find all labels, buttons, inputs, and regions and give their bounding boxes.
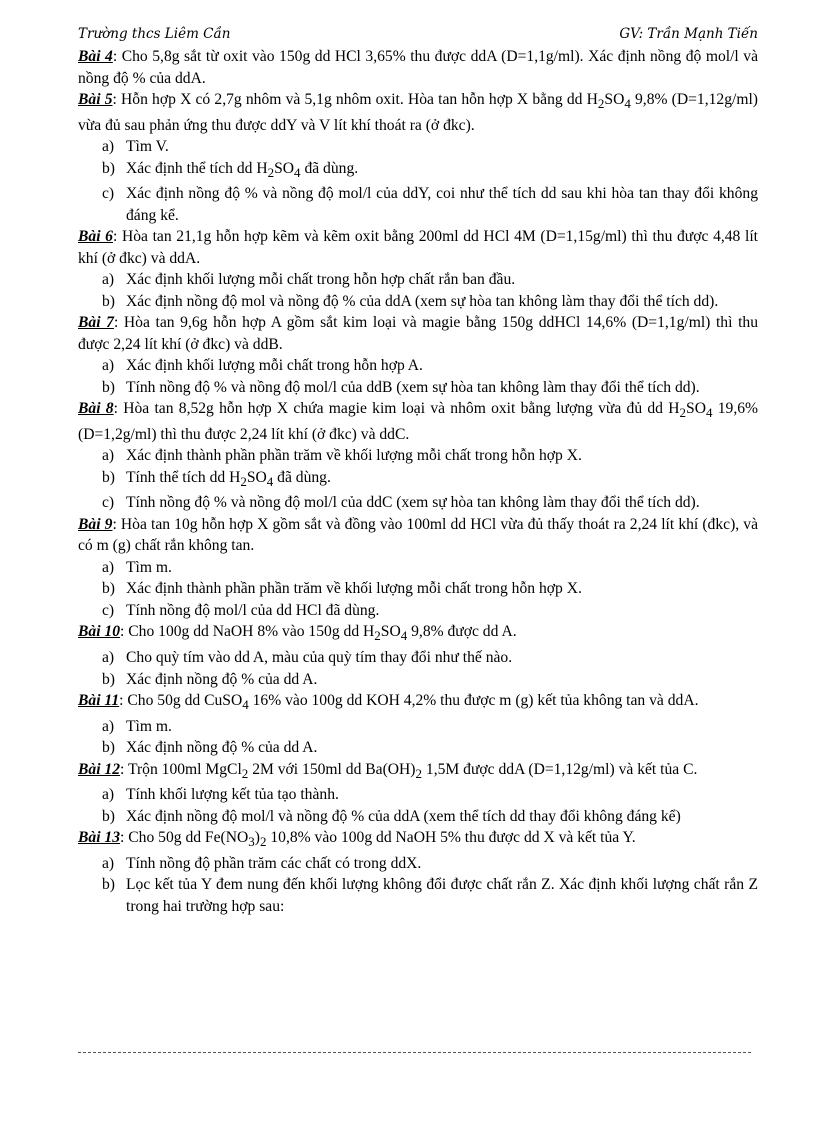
exercise-statement xyxy=(78,514,758,557)
exercise-label: Bài 8 xyxy=(78,400,114,418)
exercise-statement xyxy=(78,621,758,647)
sub-question-text: Cho quỳ tím vào dd A, màu của quỳ tím thay đổi như thế nào. xyxy=(126,649,513,667)
exercise-label: Bài 10 xyxy=(78,623,121,641)
exercise-block xyxy=(78,759,758,828)
sub-question-marker: a) xyxy=(102,854,115,872)
sub-question-list xyxy=(78,557,758,622)
sub-question-marker: b) xyxy=(102,292,115,310)
exercise-block xyxy=(78,46,758,89)
exercise-statement xyxy=(78,827,758,853)
sub-question-marker: a) xyxy=(102,271,115,289)
exercise-label: Bài 5 xyxy=(78,91,113,108)
exercise-text: : Trộn 100ml MgCl$_2$ 2M với 150ml dd $Ba(OH)_2$ 1,5M được ddA (D=1,12g/ml) và kết tủa C. xyxy=(120,760,698,781)
exercise-label: Bài 6 xyxy=(78,228,113,246)
page-header xyxy=(78,26,758,46)
sub-question-marker: a) xyxy=(102,649,115,667)
exercise-label: Bài 7 xyxy=(78,314,114,332)
sub-question xyxy=(78,737,758,759)
sub-question xyxy=(78,853,758,875)
sub-question xyxy=(78,647,758,669)
sub-question xyxy=(78,158,758,184)
exercise-block xyxy=(78,226,758,312)
exercise-label: Bài 4 xyxy=(78,48,113,65)
sub-question-list xyxy=(78,355,758,398)
sub-question xyxy=(78,136,758,158)
exercise-statement xyxy=(78,89,758,136)
sub-question-marker: a) xyxy=(102,138,115,156)
school-name: Trường thcs Liêm Cần xyxy=(78,26,231,42)
exercise-statement xyxy=(78,46,758,89)
sub-question-text: Xác định thành phần phần trăm về khối lượng mỗi chất trong hỗn hợp X. xyxy=(126,580,582,598)
exercise-block xyxy=(78,827,758,917)
teacher-name: GV: Trần Mạnh Tiến xyxy=(619,26,758,42)
exercise-statement xyxy=(78,226,758,269)
sub-question-list xyxy=(78,136,758,226)
exercise-text: : Hòa tan 9,6g hỗn hợp A gồm sắt kim loại và magie bằng 150g ddHCl 14,6% (D=1,1g/ml) thì thu được 2,24 lít khí (ở đkc) và ddB. xyxy=(78,314,758,353)
exercise-statement xyxy=(78,759,758,785)
sub-question-text: Tính nồng độ % và nồng độ mol/l của ddB (xem sự hòa tan không làm thay đổi thể tích dd). xyxy=(126,378,700,396)
sub-question xyxy=(78,716,758,738)
sub-question-text: Lọc kết tủa Y đem nung đến khối lượng không đổi được chất rắn Z. Xác định khối lượng chất rắn Z trong hai trường hợp sau: xyxy=(126,876,758,915)
exercise-text: : Cho 50g dd $Fe(NO_3)_2$ 10,8% vào 100g dd NaOH 5% thu được dd X và kết tủa Y. xyxy=(120,829,636,850)
sub-question-marker: b) xyxy=(102,807,115,825)
sub-question-text: Xác định thể tích dd $H_2SO_4$ đã dùng. xyxy=(126,159,359,180)
sub-question-text: Xác định nồng độ mol/l và nồng độ % của ddA (xem thể tích dd thay đổi không đáng kể) xyxy=(126,807,681,825)
sub-question xyxy=(78,355,758,377)
sub-question xyxy=(78,874,758,917)
sub-question-marker: b) xyxy=(102,670,115,688)
sub-question-list xyxy=(78,269,758,312)
sub-question xyxy=(78,578,758,600)
sub-question-list xyxy=(78,647,758,690)
sub-question-list xyxy=(78,445,758,514)
exercise-text: : Cho 5,8g sắt từ oxit vào 150g dd HCl 3,65% thu được ddA (D=1,1g/ml). Xác định nồng độ mol/l và nồng độ % của ddA. xyxy=(78,48,758,87)
sub-question xyxy=(78,377,758,399)
exercise-block xyxy=(78,312,758,398)
sub-question xyxy=(78,557,758,579)
sub-question-marker: c) xyxy=(102,185,115,203)
sub-question-marker: a) xyxy=(102,558,115,576)
sub-question xyxy=(78,669,758,691)
sub-question-text: Tính nồng độ phần trăm các chất có trong ddX. xyxy=(126,854,422,872)
exercise-statement xyxy=(78,312,758,355)
sub-question-text: Tính nồng độ % và nồng độ mol/l của ddC (xem sự hòa tan không làm thay đổi thể tích dd). xyxy=(126,494,700,512)
sub-question-list xyxy=(78,853,758,918)
sub-question xyxy=(78,183,758,226)
sub-question-text: Xác định nồng độ mol và nồng độ % của ddA (xem sự hòa tan không làm thay đổi thể tích dd). xyxy=(126,292,719,310)
sub-question xyxy=(78,492,758,514)
exercise-text: : Hỗn hợp X có 2,7g nhôm và 5,1g nhôm oxit. Hòa tan hỗn hợp X bằng dd $H_2SO_4$ 9,8% (D=1,12g/ml) vừa đủ sau phản ứng thu được ddY và V lít khí thoát ra (ở đkc). xyxy=(78,91,758,134)
sub-question-text: Tìm m. xyxy=(126,558,172,576)
sub-question xyxy=(78,467,758,493)
exercise-label: Bài 12 xyxy=(78,760,121,778)
sub-question-text: Tìm V. xyxy=(126,138,169,156)
sub-question-marker: a) xyxy=(102,717,115,735)
sub-question-marker: c) xyxy=(102,494,115,512)
sub-question-text: Xác định khối lượng mỗi chất trong hỗn hợp chất rắn ban đầu. xyxy=(126,271,516,289)
exercise-block xyxy=(78,89,758,226)
sub-question xyxy=(78,269,758,291)
sub-question-list xyxy=(78,716,758,759)
sub-question-marker: b) xyxy=(102,468,115,486)
sub-question-text: Tính nồng độ mol/l của dd HCl đã dùng. xyxy=(126,601,380,619)
exercise-list xyxy=(78,46,758,917)
sub-question-marker: c) xyxy=(102,601,115,619)
sub-question-marker: b) xyxy=(102,739,115,757)
sub-question xyxy=(78,784,758,806)
sub-question-marker: b) xyxy=(102,876,115,894)
exercise-block xyxy=(78,398,758,514)
sub-question-marker: b) xyxy=(102,580,115,598)
sub-question-marker: b) xyxy=(102,159,115,177)
exercise-label: Bài 9 xyxy=(78,515,113,533)
sub-question-text: Xác định nồng độ % và nồng độ mol/l của ddY, coi như thể tích dd sau khi hòa tan thay đổi không đáng kể. xyxy=(126,185,758,224)
exercise-label: Bài 13 xyxy=(78,829,121,847)
sub-question-text: Tính khối lượng kết tủa tạo thành. xyxy=(126,786,339,804)
exercise-text: : Hòa tan 21,1g hỗn hợp kẽm và kẽm oxit bằng 200ml dd HCl 4M (D=1,15g/ml) thì thu được 4,48 lít khí (ở đkc) và ddA. xyxy=(78,228,758,267)
sub-question-marker: a) xyxy=(102,786,115,804)
exercise-statement xyxy=(78,690,758,716)
sub-question-marker: a) xyxy=(102,447,115,465)
exercise-statement xyxy=(78,398,758,445)
footer-divider xyxy=(78,1052,751,1053)
sub-question xyxy=(78,291,758,313)
exercise-block xyxy=(78,621,758,690)
sub-question-text: Xác định nồng độ % của dd A. xyxy=(126,739,318,757)
exercise-text: : Cho 100g dd NaOH 8% vào 150g dd $H_2SO_4$ 9,8% được dd A. xyxy=(120,623,517,644)
exercise-text: : Hòa tan 8,52g hỗn hợp X chứa magie kim loại và nhôm oxit bằng lượng vừa đủ dd $H_2SO_4$ 19,6% (D=1,2g/ml) thì thu được 2,24 lít khí (ở đkc) và ddC. xyxy=(78,400,758,443)
exercise-block xyxy=(78,690,758,759)
sub-question-text: Tìm m. xyxy=(126,717,172,735)
sub-question xyxy=(78,806,758,828)
exercise-block xyxy=(78,514,758,622)
exercise-text: : Cho 50g dd CuSO$_4$ 16% vào 100g dd KOH 4,2% thu được m (g) kết tủa không tan và ddA. xyxy=(119,692,699,713)
sub-question xyxy=(78,445,758,467)
sub-question-marker: b) xyxy=(102,378,115,396)
sub-question-marker: a) xyxy=(102,357,115,375)
sub-question-text: Xác định nồng độ % của dd A. xyxy=(126,670,318,688)
document-page xyxy=(78,26,758,917)
sub-question-text: Xác định khối lượng mỗi chất trong hỗn hợp A. xyxy=(126,357,423,375)
sub-question-text: Tính thể tích dd $H_2SO_4$ đã dùng. xyxy=(126,468,331,489)
sub-question xyxy=(78,600,758,622)
sub-question-list xyxy=(78,784,758,827)
exercise-label: Bài 11 xyxy=(78,692,120,710)
sub-question-text: Xác định thành phần phần trăm về khối lượng mỗi chất trong hỗn hợp X. xyxy=(126,447,582,465)
exercise-text: : Hòa tan 10g hỗn hợp X gồm sắt và đồng vào 100ml dd HCl vừa đủ thấy thoát ra 2,24 lít khí (đkc), và có m (g) chất rắn không tan. xyxy=(78,515,758,555)
